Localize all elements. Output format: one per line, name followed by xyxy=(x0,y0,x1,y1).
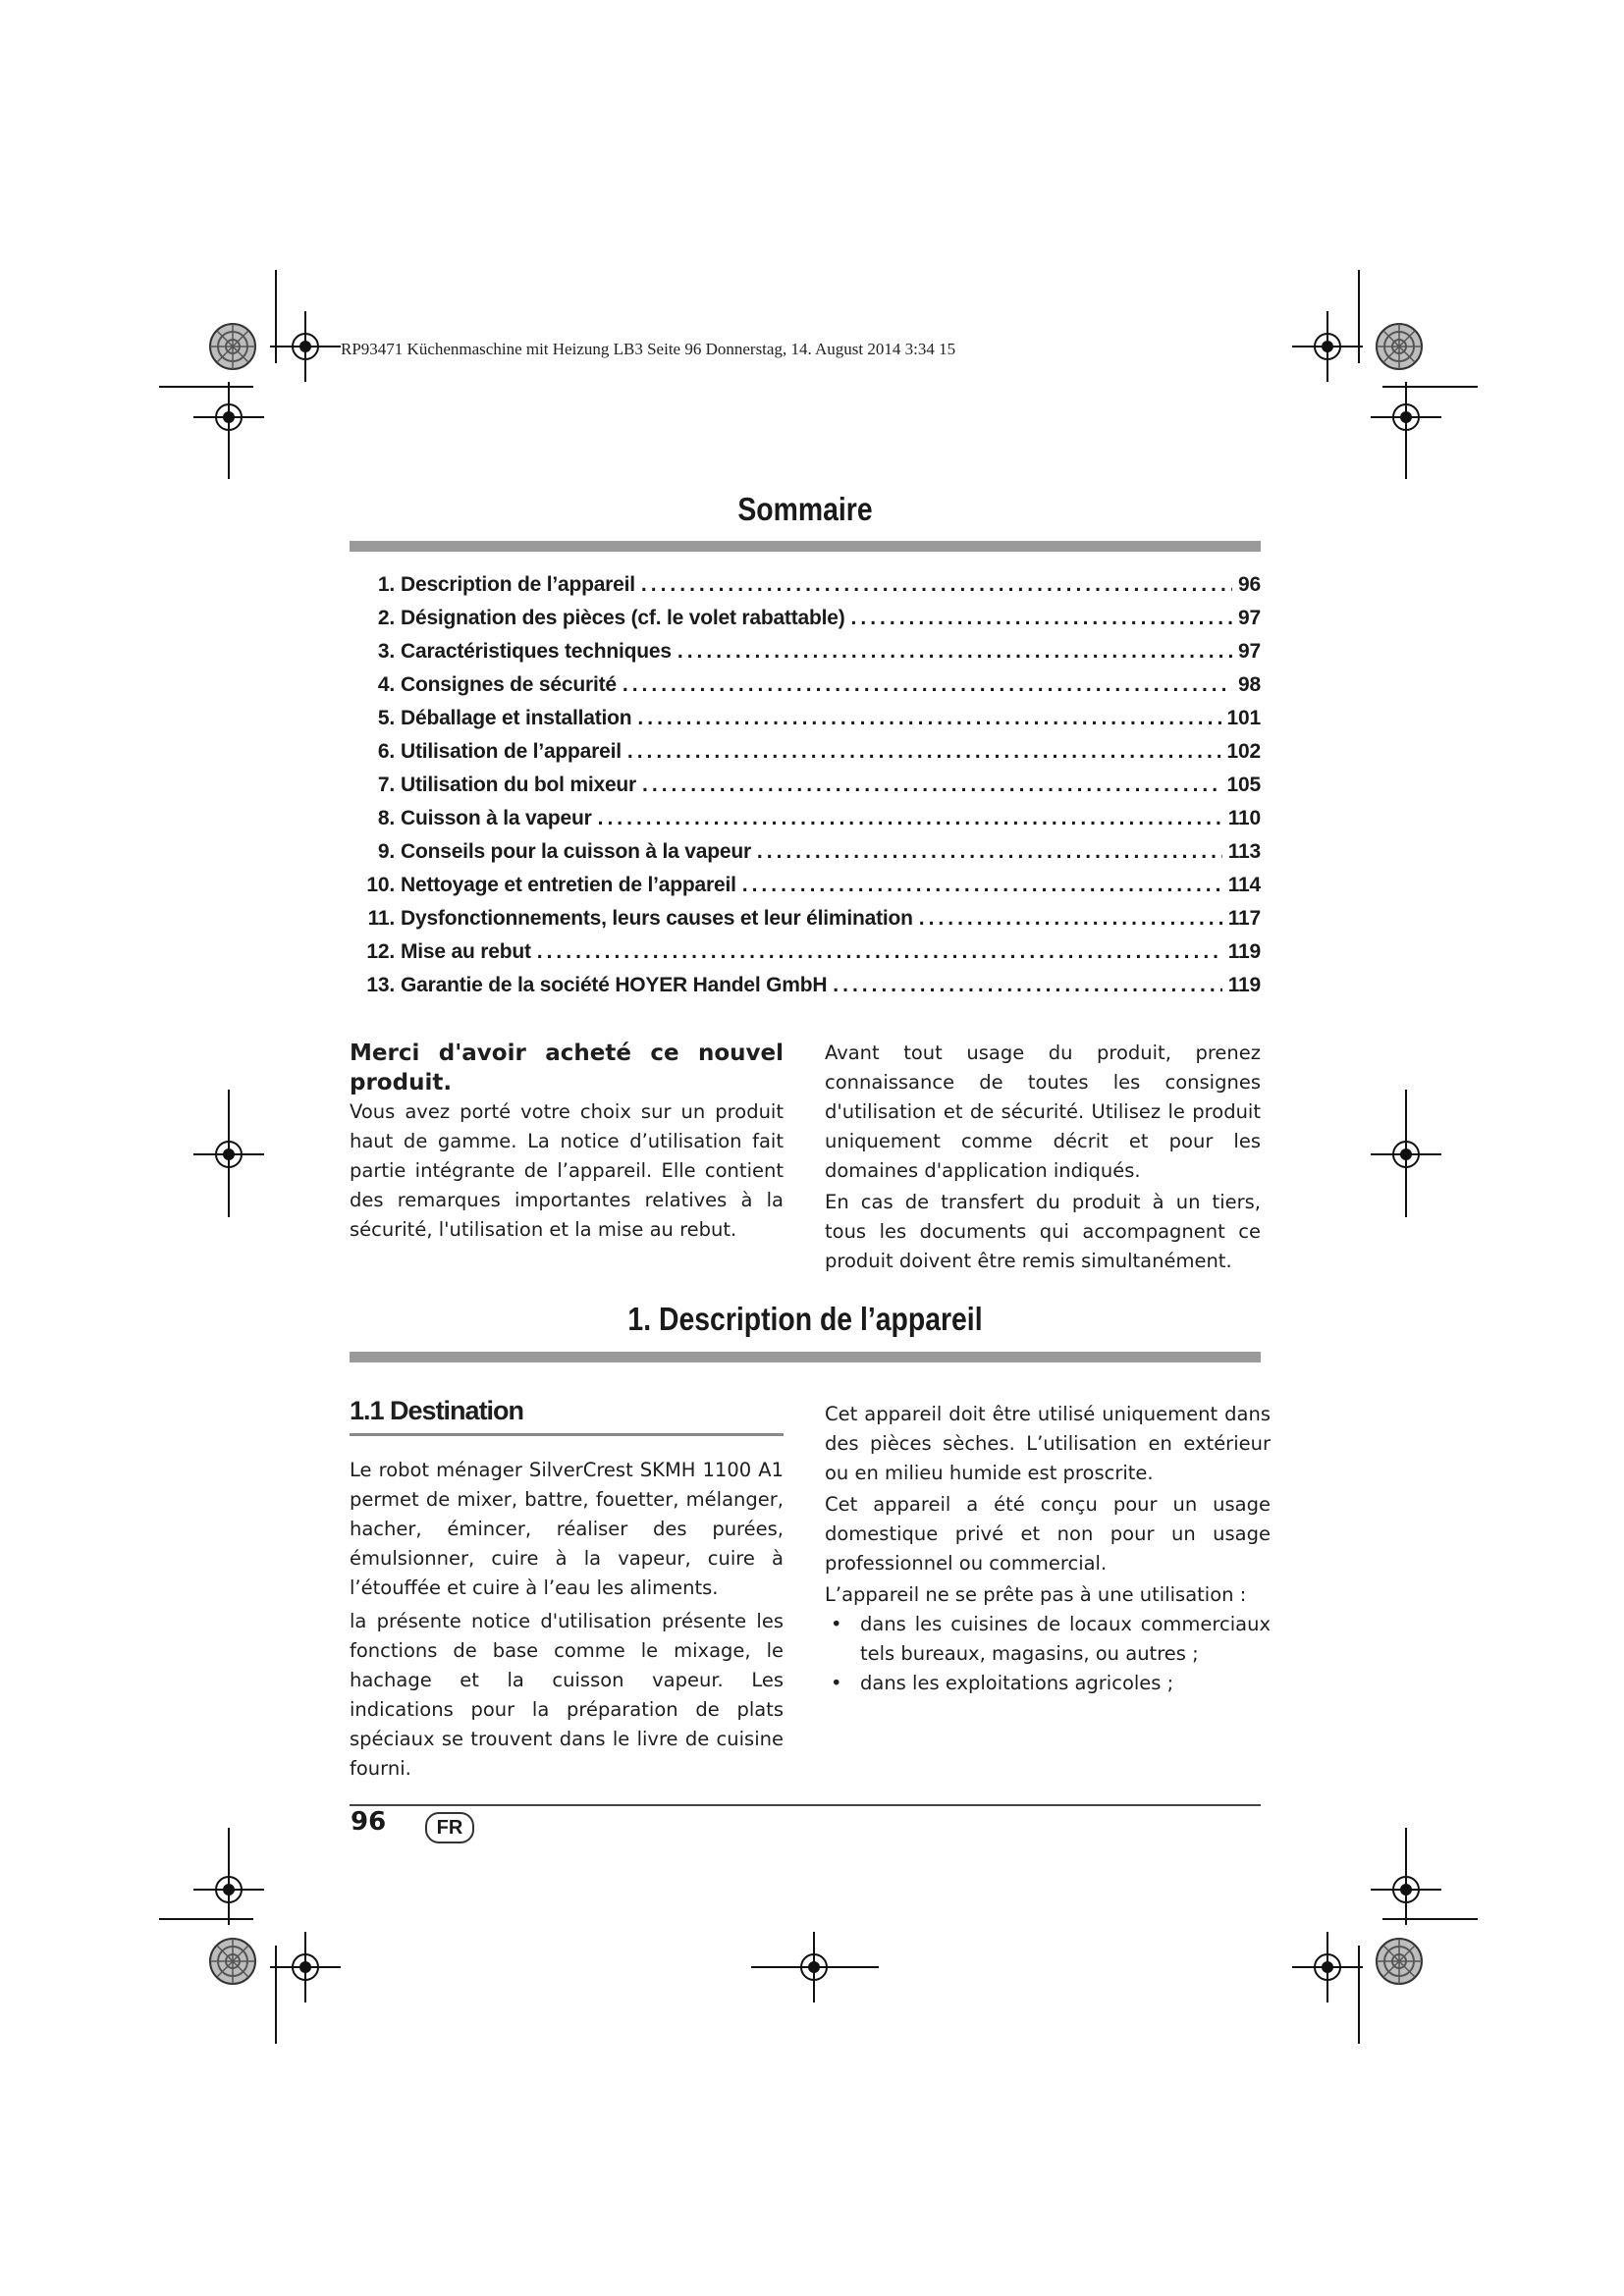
section-left-column xyxy=(350,1396,784,1784)
toc-entry-label: Description de l’appareil xyxy=(401,573,635,596)
list-item: • dans les cuisines de locaux commerciaux tels bureaux, magasins, ou autres ; xyxy=(825,1610,1271,1669)
toc-entry-page: 113 xyxy=(1227,840,1261,863)
list-item: • dans les exploitations agricoles ; xyxy=(825,1669,1271,1698)
toc-title-rule xyxy=(350,541,1261,552)
intro-right-paragraph: Avant tout usage du produit, prenez connaissance de toutes les consignes d'utilisation et de sécurité. Utilisez le produit uniquement comme décrit et pour les domaines d'application indiqués. xyxy=(825,1041,1261,1182)
toc-entry-label: Désignation des pièces (cf. le volet rabattable) xyxy=(401,607,845,629)
toc-entry-page: 98 xyxy=(1238,673,1261,696)
intro-right-paragraph: En cas de transfert du produit à un tiers, tous les documents qui accompagnent ce produit doivent être remis simultanément. xyxy=(825,1191,1261,1272)
toc-entry-label: Caractéristiques techniques xyxy=(401,640,672,663)
toc-entry-page: 97 xyxy=(1238,640,1261,663)
toc-entry-page: 97 xyxy=(1238,607,1261,629)
toc-entry xyxy=(350,774,1261,807)
toc-leader-dots xyxy=(919,907,1222,931)
toc-leader-dots xyxy=(598,807,1222,830)
toc-entry xyxy=(350,807,1261,840)
page-number: 96 xyxy=(351,1807,387,1837)
toc-leader-dots xyxy=(757,840,1222,864)
toc-leader-dots xyxy=(851,607,1232,630)
section-right-column xyxy=(825,1400,1271,1698)
toc-entry-number: 9. xyxy=(377,840,395,863)
toc-entry-number: 11. xyxy=(367,907,395,930)
registration-target-icon xyxy=(210,1939,255,1984)
toc-entry-page: 119 xyxy=(1227,940,1261,963)
subsection-rule xyxy=(350,1433,784,1436)
toc-leader-dots xyxy=(537,940,1222,964)
toc-entry-label: Conseils pour la cuisson à la vapeur xyxy=(401,840,751,863)
toc-entry xyxy=(350,874,1261,907)
toc-entry-page: 96 xyxy=(1238,573,1261,596)
registration-target-icon xyxy=(1377,324,1422,369)
toc-entry xyxy=(350,907,1261,940)
toc-entry-label: Garantie de la société HOYER Handel GmbH xyxy=(401,974,828,996)
toc-entry xyxy=(350,607,1261,640)
toc-entry xyxy=(350,673,1261,707)
toc-entry-number: 4. xyxy=(377,673,395,696)
crosshair-mark-icon xyxy=(1292,311,1363,382)
subsection-heading: 1.1 Destination xyxy=(350,1396,524,1425)
body-paragraph: Le robot ménager SilverCrest SKMH 1100 A1 permet de mixer, battre, fouetter, mélanger, hacher, émincer, réaliser des purées, émulsionner, cuire à la vapeur, cuire à l’étouffée et cuire à l’eau les aliments. xyxy=(350,1459,784,1599)
language-badge: FR xyxy=(425,1812,474,1843)
toc-entry-number: 10. xyxy=(366,874,395,896)
intro-heading: Merci d'avoir acheté ce nouvel produit. xyxy=(350,1041,784,1095)
registration-target-icon xyxy=(210,324,255,369)
toc-entry-page: 102 xyxy=(1226,740,1261,763)
toc-entry-number: 8. xyxy=(377,807,395,829)
toc-leader-dots xyxy=(642,774,1221,797)
toc-entry-number: 5. xyxy=(377,707,395,729)
crosshair-mark-icon xyxy=(1292,1932,1363,2002)
toc-entry-page: 101 xyxy=(1226,707,1261,729)
table-of-contents xyxy=(350,573,1261,1007)
toc-leader-dots xyxy=(641,573,1232,597)
crosshair-mark-icon xyxy=(270,1932,341,2002)
toc-entry-label: Déballage et installation xyxy=(401,707,632,729)
crosshair-mark-icon xyxy=(270,311,341,382)
toc-entry xyxy=(350,707,1261,740)
toc-entry-page: 114 xyxy=(1227,874,1261,896)
toc-entry-page: 105 xyxy=(1226,774,1261,796)
toc-leader-dots xyxy=(627,740,1221,764)
toc-entry xyxy=(350,640,1261,673)
toc-entry-number: 3. xyxy=(377,640,395,663)
toc-entry xyxy=(350,840,1261,874)
toc-entry-label: Mise au rebut xyxy=(401,940,531,963)
toc-title: Sommaire xyxy=(737,491,873,527)
toc-leader-dots xyxy=(623,673,1232,697)
toc-entry-number: 2. xyxy=(377,607,395,629)
toc-entry-label: Consignes de sécurité xyxy=(401,673,617,696)
usage-exclusion-list xyxy=(825,1610,1271,1698)
intro-left-text: Vous avez porté votre choix sur un produit haut de gamme. La notice d’utilisation fait partie intégrante de l’appareil. Elle contient des remarques importantes relatives à la sécurité, l'utilisation et la mise au rebut. xyxy=(350,1100,784,1241)
toc-entry-label: Cuisson à la vapeur xyxy=(401,807,592,829)
body-paragraph: L’appareil ne se prête pas à une utilisation : xyxy=(825,1583,1247,1606)
toc-entry xyxy=(350,573,1261,607)
section-title-rule xyxy=(350,1352,1261,1362)
body-paragraph: Cet appareil a été conçu pour un usage domestique privé et non pour un usage professionnel ou commercial. xyxy=(825,1493,1271,1575)
toc-entry xyxy=(350,740,1261,774)
toc-entry-number: 7. xyxy=(377,774,395,796)
toc-entry-page: 117 xyxy=(1227,907,1261,930)
intro-left-column xyxy=(350,1039,784,1245)
toc-entry-number: 1. xyxy=(377,573,395,596)
intro-right-column xyxy=(825,1039,1261,1276)
print-header: RP93471 Küchenmaschine mit Heizung LB3 Seite 96 Donnerstag, 14. August 2014 3:34 15 xyxy=(341,340,956,358)
toc-leader-dots xyxy=(742,874,1222,897)
registration-target-icon xyxy=(1377,1939,1422,1984)
toc-entry-page: 119 xyxy=(1227,974,1261,996)
toc-leader-dots xyxy=(677,640,1232,664)
body-paragraph: la présente notice d'utilisation présente les fonctions de base comme le mixage, le hachage et la cuisson vapeur. Les indications pour la préparation de plats spéciaux se trouvent dans le livre de cuisine fourni. xyxy=(350,1610,784,1780)
toc-entry-label: Dysfonctionnements, leurs causes et leur élimination xyxy=(401,907,913,930)
toc-entry xyxy=(350,940,1261,974)
toc-entry-number: 6. xyxy=(377,740,395,763)
toc-entry-number: 12. xyxy=(366,940,395,963)
toc-entry-page: 110 xyxy=(1227,807,1261,829)
body-paragraph: Cet appareil doit être utilisé uniquement dans des pièces sèches. L’utilisation en extérieur ou en milieu humide est proscrite. xyxy=(825,1403,1271,1484)
toc-leader-dots xyxy=(833,974,1221,997)
toc-entry xyxy=(350,974,1261,1007)
section-title: 1. Description de l’appareil xyxy=(627,1301,983,1337)
toc-entry-label: Utilisation de l’appareil xyxy=(401,740,622,763)
toc-entry-label: Utilisation du bol mixeur xyxy=(401,774,637,796)
toc-leader-dots xyxy=(637,707,1220,730)
footer-rule xyxy=(350,1804,1261,1806)
toc-entry-number: 13. xyxy=(366,974,395,996)
toc-entry-label: Nettoyage et entretien de l’appareil xyxy=(401,874,736,896)
